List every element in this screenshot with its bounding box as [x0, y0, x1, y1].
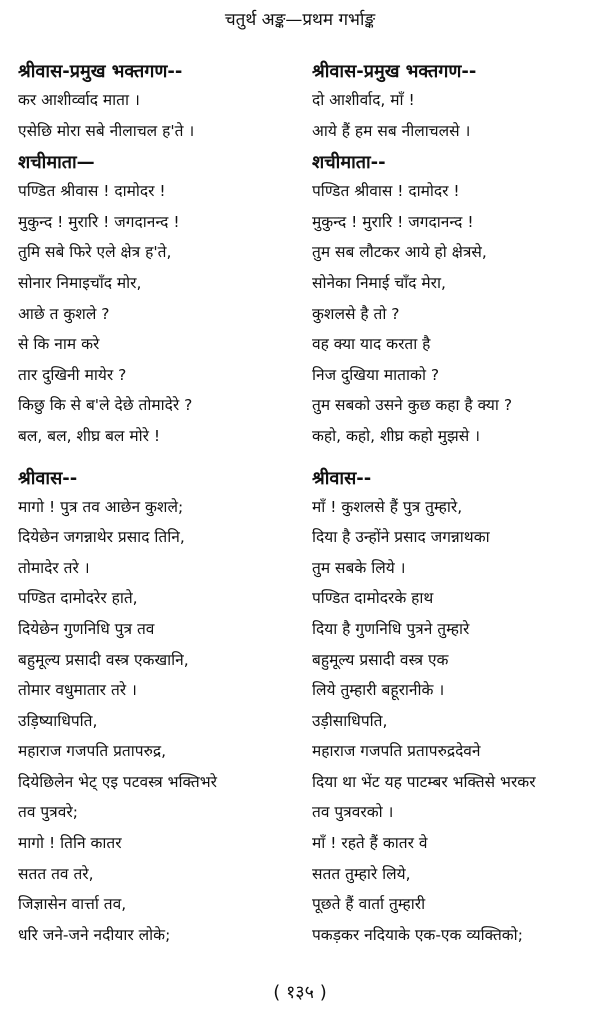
verse-line: दिया है गुणनिधि पुत्रने तुम्हारे	[312, 619, 470, 638]
speaker-name: श्रीवास-प्रमुख भक्तगण--	[312, 61, 477, 82]
verse-line: बहुमूल्य प्रसादी वस्त्र एक	[312, 650, 449, 669]
speaker-name: श्रीवास--	[312, 467, 372, 489]
verse-line: तव पुत्रवरको ।	[312, 803, 394, 822]
verse-line: तव पुत्रवरे;	[18, 803, 78, 822]
verse-line: पण्डित श्रीवास ! दामोदर !	[312, 182, 460, 201]
verse-line: सोनेका निमाई चाँद मेरा,	[312, 273, 446, 292]
dialogue-section	[18, 149, 308, 451]
verse-line: मुकुन्द ! मुरारि ! जगदानन्द !	[18, 212, 180, 231]
verse-line: मागो ! पुत्र तव आछेन कुशले;	[18, 497, 184, 516]
speaker-name: श्रीवास-प्रमुख भक्तगण--	[18, 61, 183, 82]
verse-lines	[18, 85, 308, 146]
page-number: ( १३५ )	[273, 982, 327, 1003]
verse-line: सतत तव तरे,	[18, 864, 94, 883]
verse-line: उड़ीसाधिपति,	[312, 711, 388, 730]
verse-line: तुम सबको उसने कुछ कहा है क्या ?	[312, 396, 513, 415]
verse-line: वह क्या याद करता है	[312, 335, 431, 354]
verse-line: महाराज गजपति प्रतापरुद्रदेवने	[312, 742, 481, 761]
dialogue-section	[18, 58, 308, 146]
verse-line: सोनार निमाइचाँद मोर,	[18, 273, 142, 292]
verse-line: आछे त कुशले ?	[18, 304, 110, 323]
verse-line: दिया था भेंट यह पाटम्बर भक्तिसे भरकर	[312, 772, 536, 791]
bengali-column	[18, 58, 308, 950]
verse-line: जिज्ञासेन वार्त्ता तव,	[18, 895, 127, 914]
verse-line: मुकुन्द ! मुरारि ! जगदानन्द !	[312, 212, 474, 231]
speaker-name: शचीमाता--	[312, 152, 386, 174]
dialogue-section	[312, 149, 600, 451]
verse-line: लिये तुम्हारी बहूरानीके ।	[312, 681, 445, 700]
hindi-column	[312, 58, 600, 950]
verse-line: महाराज गजपति प्रतापरुद्र,	[18, 742, 167, 761]
verse-lines	[312, 176, 600, 451]
verse-line: दिया है उन्होंने प्रसाद जगन्नाथका	[312, 528, 490, 547]
verse-line: धरि जने-जने नदीयार लोके;	[18, 925, 171, 944]
verse-line: मागो ! तिनि कातर	[18, 834, 122, 853]
verse-line: कर आशीर्व्वाद माता ।	[18, 91, 140, 109]
verse-line: तुम सबके लिये ।	[312, 558, 406, 577]
verse-lines	[312, 85, 600, 146]
dialogue-section	[312, 465, 600, 951]
verse-line: बहुमूल्य प्रसादी वस्त्र एकखानि,	[18, 650, 189, 669]
verse-line: कुशलसे है तो ?	[312, 304, 400, 323]
verse-line: आये हैं हम सब नीलाचलसे ।	[312, 121, 471, 140]
verse-lines	[18, 176, 308, 451]
verse-line: दियेछेन जगन्नाथेर प्रसाद तिनि,	[18, 528, 185, 547]
verse-line: किछु कि से ब'ले देछे तोमादेरे ?	[18, 396, 193, 415]
verse-line: सतत तुम्हारे लिये,	[312, 864, 411, 883]
verse-line: दियेछिलेन भेट् एइ पटवस्त्र भक्तिभरे	[18, 772, 217, 791]
verse-line: दियेछेन गुणनिधि पुत्र तव	[18, 619, 155, 638]
verse-line: तोमार वधुमातार तरे ।	[18, 681, 137, 700]
verse-line: से कि नाम करे	[18, 335, 100, 354]
verse-line: पण्डित दामोदरके हाथ	[312, 589, 434, 608]
speaker-name: श्रीवास--	[18, 467, 78, 489]
dialogue-section	[18, 465, 308, 951]
verse-line: तुम सब लौटकर आये हो क्षेत्रसे,	[312, 243, 487, 262]
verse-line: कहो, कहो, शीघ्र कहो मुझसे ।	[312, 426, 480, 445]
speaker-name: शचीमाता—	[18, 152, 95, 174]
verse-line: माँ ! रहते हैं कातर वे	[312, 834, 428, 853]
verse-line: माँ ! कुशलसे हैं पुत्र तुम्हारे,	[312, 497, 463, 516]
verse-line: पूछते हैं वार्ता तुम्हारी	[312, 895, 426, 914]
verse-line: निज दुखिया माताको ?	[312, 365, 440, 384]
verse-lines	[18, 492, 308, 951]
verse-line: पकड़कर नदियाके एक-एक व्यक्तिको;	[312, 925, 523, 944]
verse-line: तुमि सबे फिरे एले क्षेत्र ह'ते,	[18, 243, 172, 262]
verse-line: तार दुखिनी मायेर ?	[18, 365, 127, 384]
verse-line: एसेछि मोरा सबे नीलाचल ह'ते ।	[18, 121, 195, 140]
verse-lines	[312, 492, 600, 951]
dialogue-section	[312, 58, 600, 146]
running-header: चतुर्थ अङ्क—प्रथम गर्भाङ्क	[224, 10, 376, 30]
verse-line: पण्डित श्रीवास ! दामोदर !	[18, 182, 166, 201]
verse-line: पण्डित दामोदरेर हाते,	[18, 589, 138, 608]
verse-line: बल, बल, शीघ्र बल मोरे !	[18, 426, 161, 445]
verse-line: तोमादेर तरे ।	[18, 558, 90, 577]
verse-line: उड़िष्याधिपति,	[18, 711, 98, 730]
verse-line: दो आशीर्वाद, माँ !	[312, 91, 415, 109]
